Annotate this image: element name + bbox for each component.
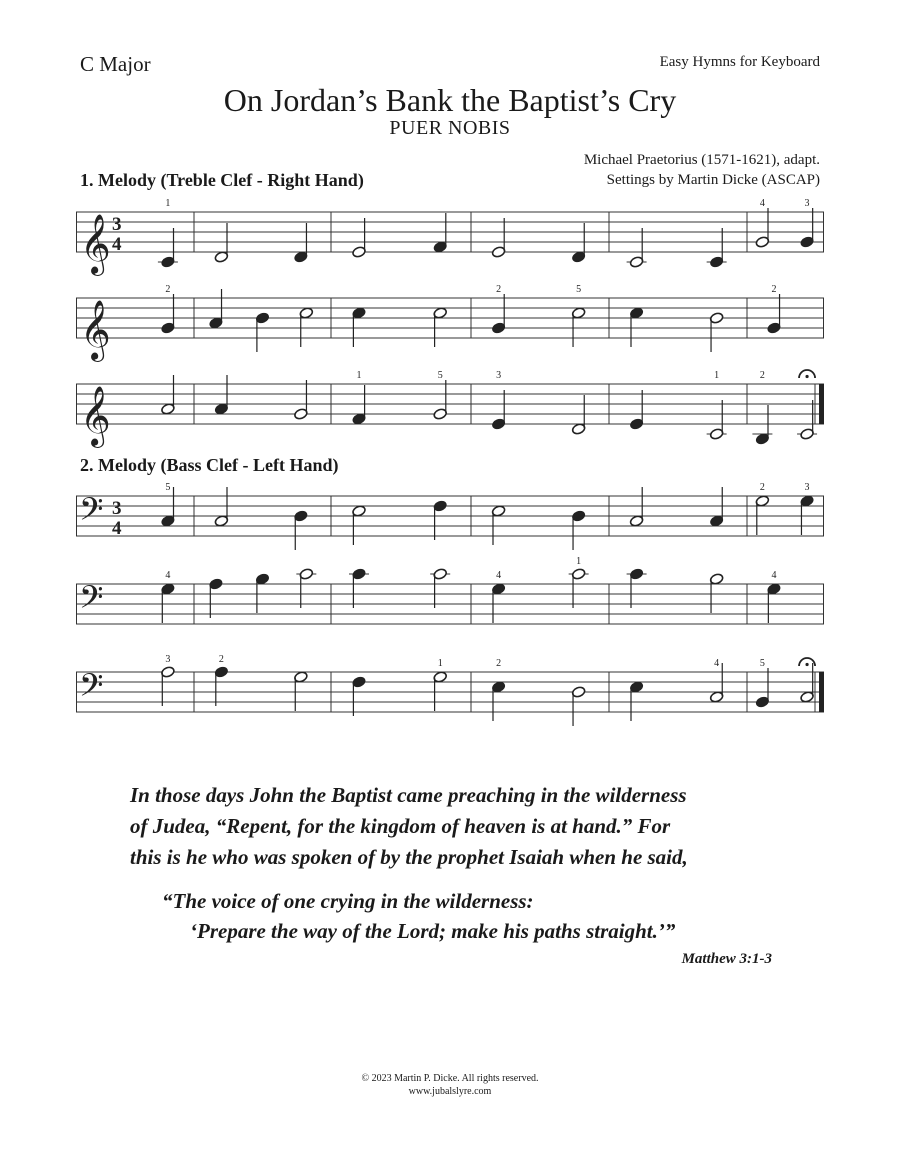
footer	[0, 1072, 900, 1098]
copyright-notice: © 2023 Martin P. Dicke. All rights reserved.	[361, 1073, 539, 1084]
note	[214, 375, 229, 415]
fingering-number: 2	[496, 284, 502, 295]
bass-clef-icon: 𝄢	[79, 667, 104, 711]
note	[767, 284, 782, 334]
fingering-number: 5	[759, 658, 765, 669]
note	[799, 658, 815, 703]
note	[629, 390, 644, 430]
note	[296, 568, 316, 608]
treble-clef-icon: 𝄞	[80, 214, 111, 274]
fingering-number: 1	[356, 370, 362, 381]
scripture-reference: Matthew 3:1-3	[681, 951, 772, 967]
note	[430, 568, 450, 608]
fingering-number: 1	[437, 658, 443, 669]
note	[709, 573, 724, 613]
note	[352, 505, 367, 545]
fingering-number: 5	[437, 370, 443, 381]
fingering-number: 2	[496, 658, 502, 669]
note	[433, 500, 448, 540]
time-signature-top: 3	[112, 214, 122, 235]
time-signature-bottom: 4	[112, 234, 122, 255]
bass-clef-icon: 𝄢	[79, 491, 104, 535]
note	[255, 573, 270, 613]
fingering-number: 2	[759, 482, 765, 493]
treble-staff-1	[76, 194, 824, 286]
note	[214, 223, 229, 263]
note	[209, 578, 224, 618]
scripture-line: of Judea, “Repent, for the kingdom of heaven is at hand.” For	[130, 814, 671, 838]
note	[299, 307, 314, 347]
series-title: Easy Hymns for Keyboard	[659, 54, 820, 70]
hymn-title: On Jordan’s Bank the Baptist’s Cry	[223, 82, 677, 118]
note	[627, 228, 647, 268]
time-signature-bottom: 4	[112, 518, 122, 539]
time-signature-top: 3	[112, 498, 122, 519]
note	[433, 658, 448, 711]
note	[352, 676, 367, 716]
treble-staff-2	[76, 280, 824, 372]
note	[352, 218, 367, 258]
fermata-dot	[805, 663, 808, 666]
note	[214, 487, 229, 527]
fingering-number: 5	[165, 482, 171, 493]
fingering-number: 1	[576, 556, 582, 567]
scripture-quote	[162, 886, 675, 946]
note	[629, 307, 644, 347]
scripture-line: this is he who was spoken of by the prophet Isaiah when he said,	[130, 845, 688, 869]
fingering-number: 5	[576, 284, 582, 295]
fingering-number: 4	[759, 198, 765, 209]
note	[571, 395, 586, 435]
note	[433, 307, 448, 347]
bass-clef-icon: 𝄢	[79, 579, 104, 623]
fingering-number: 1	[165, 198, 171, 209]
note	[161, 482, 176, 527]
note	[800, 198, 815, 248]
note	[491, 570, 506, 623]
final-bar-thick	[819, 672, 824, 712]
bass-staff-1	[76, 478, 824, 570]
website-link[interactable]: www.jubalslyre.com	[408, 1086, 492, 1097]
tune-name: PUER NOBIS	[389, 117, 511, 139]
fingering-number: 2	[771, 284, 777, 295]
note	[352, 307, 367, 347]
note	[629, 487, 644, 527]
note	[752, 370, 772, 445]
arranger-credit: Settings by Martin Dicke (ASCAP)	[606, 172, 820, 188]
quote-line: ‘Prepare the way of the Lord; make his paths straight.’”	[190, 919, 676, 943]
fingering-number: 3	[165, 654, 171, 665]
note	[294, 671, 309, 711]
note	[755, 482, 770, 535]
key-signature-label: C Major	[80, 52, 151, 76]
note	[161, 570, 176, 623]
fingering-number: 2	[218, 654, 224, 665]
note	[491, 284, 506, 334]
note	[294, 223, 309, 263]
note	[709, 312, 724, 352]
treble-clef-icon: 𝄞	[80, 300, 111, 360]
note	[709, 487, 724, 527]
note	[294, 510, 309, 550]
note	[209, 289, 224, 329]
fingering-number: 4	[714, 658, 720, 669]
fingering-number: 4	[165, 570, 171, 581]
credits	[584, 150, 820, 190]
note	[433, 370, 448, 420]
final-bar-thick	[819, 384, 824, 424]
section-bass-heading: 2. Melody (Bass Clef - Left Hand)	[80, 455, 339, 475]
fingering-number: 3	[804, 482, 810, 493]
note	[767, 570, 782, 623]
note	[433, 213, 448, 253]
note	[161, 375, 176, 415]
note	[255, 312, 270, 352]
note	[491, 370, 506, 430]
note	[491, 218, 506, 258]
note	[491, 505, 506, 545]
fingering-number: 3	[804, 198, 810, 209]
note	[800, 482, 815, 535]
fingering-number: 4	[771, 570, 777, 581]
note	[797, 370, 817, 440]
fingering-number: 4	[496, 570, 502, 581]
note	[707, 228, 727, 268]
fingering-number: 2	[759, 370, 765, 381]
composer-credit: Michael Praetorius (1571-1621), adapt.	[583, 152, 820, 168]
fingering-number: 1	[714, 370, 720, 381]
fermata-dot	[805, 375, 808, 378]
note	[349, 568, 369, 608]
note	[707, 370, 727, 440]
note	[571, 223, 586, 263]
fingering-number: 3	[496, 370, 502, 381]
note	[629, 681, 644, 721]
note	[352, 370, 367, 425]
note	[161, 284, 176, 334]
note	[755, 658, 770, 708]
note	[755, 198, 770, 248]
note	[161, 654, 176, 706]
note	[214, 654, 229, 706]
note	[571, 686, 586, 726]
quote-line: “The voice of one crying in the wilderness:	[162, 889, 534, 913]
fingering-number: 2	[165, 284, 171, 295]
section-treble-heading: 1. Melody (Treble Clef - Right Hand)	[80, 170, 364, 190]
note	[294, 380, 309, 420]
treble-staff-3	[76, 366, 824, 458]
note	[158, 198, 178, 268]
note	[709, 658, 724, 703]
bass-staff-3	[76, 654, 824, 746]
scripture-line: In those days John the Baptist came preaching in the wilderness	[130, 783, 687, 807]
note	[627, 568, 647, 608]
note	[571, 510, 586, 550]
scripture-passage	[130, 780, 810, 873]
bass-staff-2	[76, 556, 824, 658]
treble-clef-icon: 𝄞	[80, 386, 111, 446]
